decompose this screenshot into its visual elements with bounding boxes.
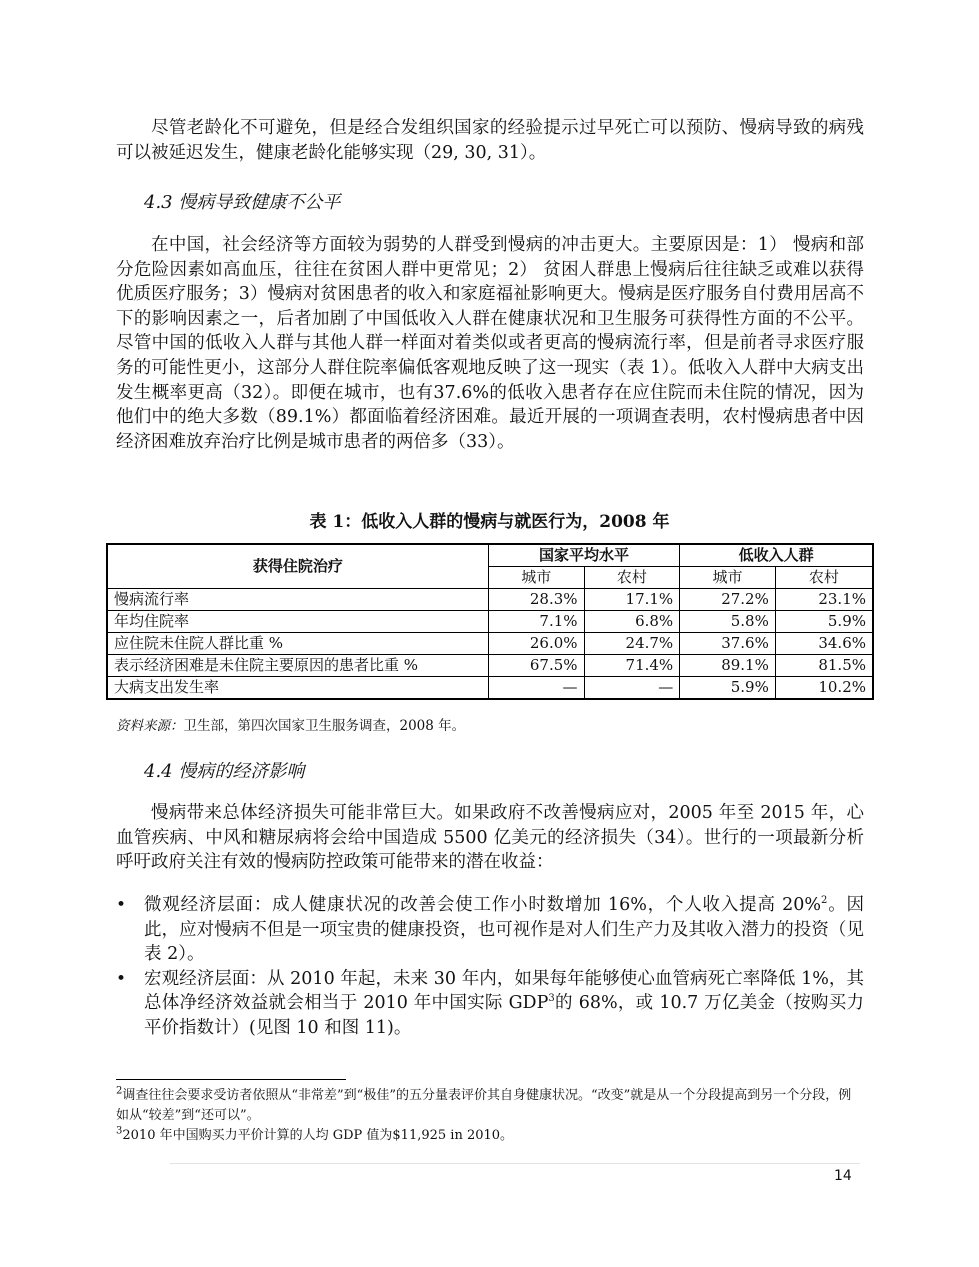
table-group-lowincome: 低收入人群 [680,544,873,567]
footnote-2 [116,1086,864,1126]
cell-value: 5.9% [775,611,873,633]
page-number: 14 [834,1168,852,1184]
paragraph-inequity: 在中国，社会经济等方面较为弱势的人群受到慢病的冲击更大。主要原因是：1） 慢病和部分危险因素如高血压，往往在贫困人群中更常见；2） 贫困人群患上慢病后往往缺乏或难以获得优质医疗服务；3）慢病对贫困患者的收入和家庭福祉影响更大。慢病是医疗服务自付费用居高不下的影响因素之一，后者加剧了中国低收入人群在健康状况和卫生服务可获得性方面的不公平。尽管中国的低收入人群与其他人群一样面对着类似或者更高的慢病流行率，但是前者寻求医疗服务的可能性更小，这部分人群住院率偏低客观地反映了这一现实（表 1）。低收入人群中大病支出发生概率更高（32）。即便在城市，也有37.6%的低收入患者存在应住院而未住院的情况，因为他们中的绝大多数（89.1%）都面临着经济困难。最近开展的一项调查表明，农村慢病患者中因经济困难放弃治疗比例是城市患者的两倍多（33）。 [116,235,864,452]
bullet-text: 宏观经济层面：从 2010 年起，未来 30 年内，如果每年能够使心血管病死亡率降低 1%，其总体净经济效益就会相当于 2010 年中国实际 GDP [144,968,864,1014]
table-source-note [116,714,465,734]
footnote-ref: 2 [821,895,828,907]
table-row [107,655,873,677]
row-label: 慢病流行率 [107,589,488,611]
bullet-text: 。因此，应对慢病不但是一项宝贵的健康投资，也可视作是对人们生产力及其收入潜力的投资（见表 2）。 [144,895,864,965]
cell-value: 6.8% [584,611,680,633]
footnote-mark: 3 [116,1125,123,1137]
row-label: 大病支出发生率 [107,677,488,700]
table-row [107,611,873,633]
cell-value: 27.2% [680,589,776,611]
table-group-national: 国家平均水平 [488,544,679,567]
subheader-urban: 城市 [680,567,776,589]
cell-value: 17.1% [584,589,680,611]
cell-value: — [488,677,584,700]
cell-value: 5.9% [680,677,776,700]
list-item-macro [116,967,864,1041]
paragraph-aging: 尽管老龄化不可避免，但是经合发组织国家的经验提示过早死亡可以预防、慢病导致的病残可以被延迟发生，健康老龄化能够实现（29, 30, 31）。 [116,118,864,163]
table-row [107,677,873,700]
cell-value: 37.6% [680,633,776,655]
cell-value: 24.7% [584,633,680,655]
bullet-text: 的 68%，或 10.7 万亿美金（按购买力平价指数计）(见图 10 和图 11)。 [144,993,864,1038]
footnote-text: 调查往往会要求受访者依照从“非常差”到“极佳”的五分量表评价其自身健康状况。“改变”就是从一个分段提高到另一个分段，例如从“较差”到“还可以”。 [116,1088,852,1123]
subheader-rural: 农村 [775,567,873,589]
cell-value: 28.3% [488,589,584,611]
paragraph-economic-impact: 慢病带来总体经济损失可能非常巨大。如果政府不改善慢病应对，2005 年至 2015 年，心血管疾病、中风和糖尿病将会给中国造成 5500 亿美元的经济损失（34）。世行的一项最新分析呼吁政府关注有效的慢病防控政策可能带来的潜在收益： [116,803,864,873]
footnote-3 [116,1126,864,1146]
table-caption: 表 1：低收入人群的慢病与就医行为，2008 年 [309,512,670,532]
cell-value: 26.0% [488,633,584,655]
bullet-marker: • [116,968,127,989]
section-heading-4-4: 4.4 慢病的经济影响 [144,761,305,782]
hospitalization-table [106,543,874,700]
source-text: 卫生部，第四次国家卫生服务调查，2008 年。 [183,718,466,734]
cell-value: 89.1% [680,655,776,677]
row-label: 年均住院率 [107,611,488,633]
cell-value: 34.6% [775,633,873,655]
footnote-mark: 2 [116,1085,123,1097]
impact-bullet-list [116,893,864,1041]
cell-value: 23.1% [775,589,873,611]
cell-value: 81.5% [775,655,873,677]
subheader-urban: 城市 [488,567,584,589]
bullet-marker: • [116,895,127,915]
table-header-row [107,544,873,567]
section-heading-4-3: 4.3 慢病导致健康不公平 [144,192,341,213]
cell-value: — [584,677,680,700]
row-label: 表示经济困难是未住院主要原因的患者比重 % [107,655,488,677]
cell-value: 71.4% [584,655,680,677]
list-item-micro [116,893,864,967]
footnote-ref: 3 [548,993,555,1005]
table-row-header: 获得住院治疗 [107,544,488,589]
source-label: 资料来源： [116,718,184,734]
page-footer-divider [170,1163,860,1164]
footnote-text: 2010 年中国购买力平价计算的人均 GDP 值为$11,925 in 2010。 [122,1128,514,1143]
row-label: 应住院未住院人群比重 % [107,633,488,655]
cell-value: 10.2% [775,677,873,700]
subheader-rural: 农村 [584,567,680,589]
cell-value: 5.8% [680,611,776,633]
cell-value: 67.5% [488,655,584,677]
footnotes [116,1086,864,1146]
bullet-text: 微观经济层面：成人健康状况的改善会使工作小时数增加 16%，个人收入提高 20% [144,895,822,915]
cell-value: 7.1% [488,611,584,633]
table-row [107,589,873,611]
table-row [107,633,873,655]
footnote-divider [116,1079,346,1080]
